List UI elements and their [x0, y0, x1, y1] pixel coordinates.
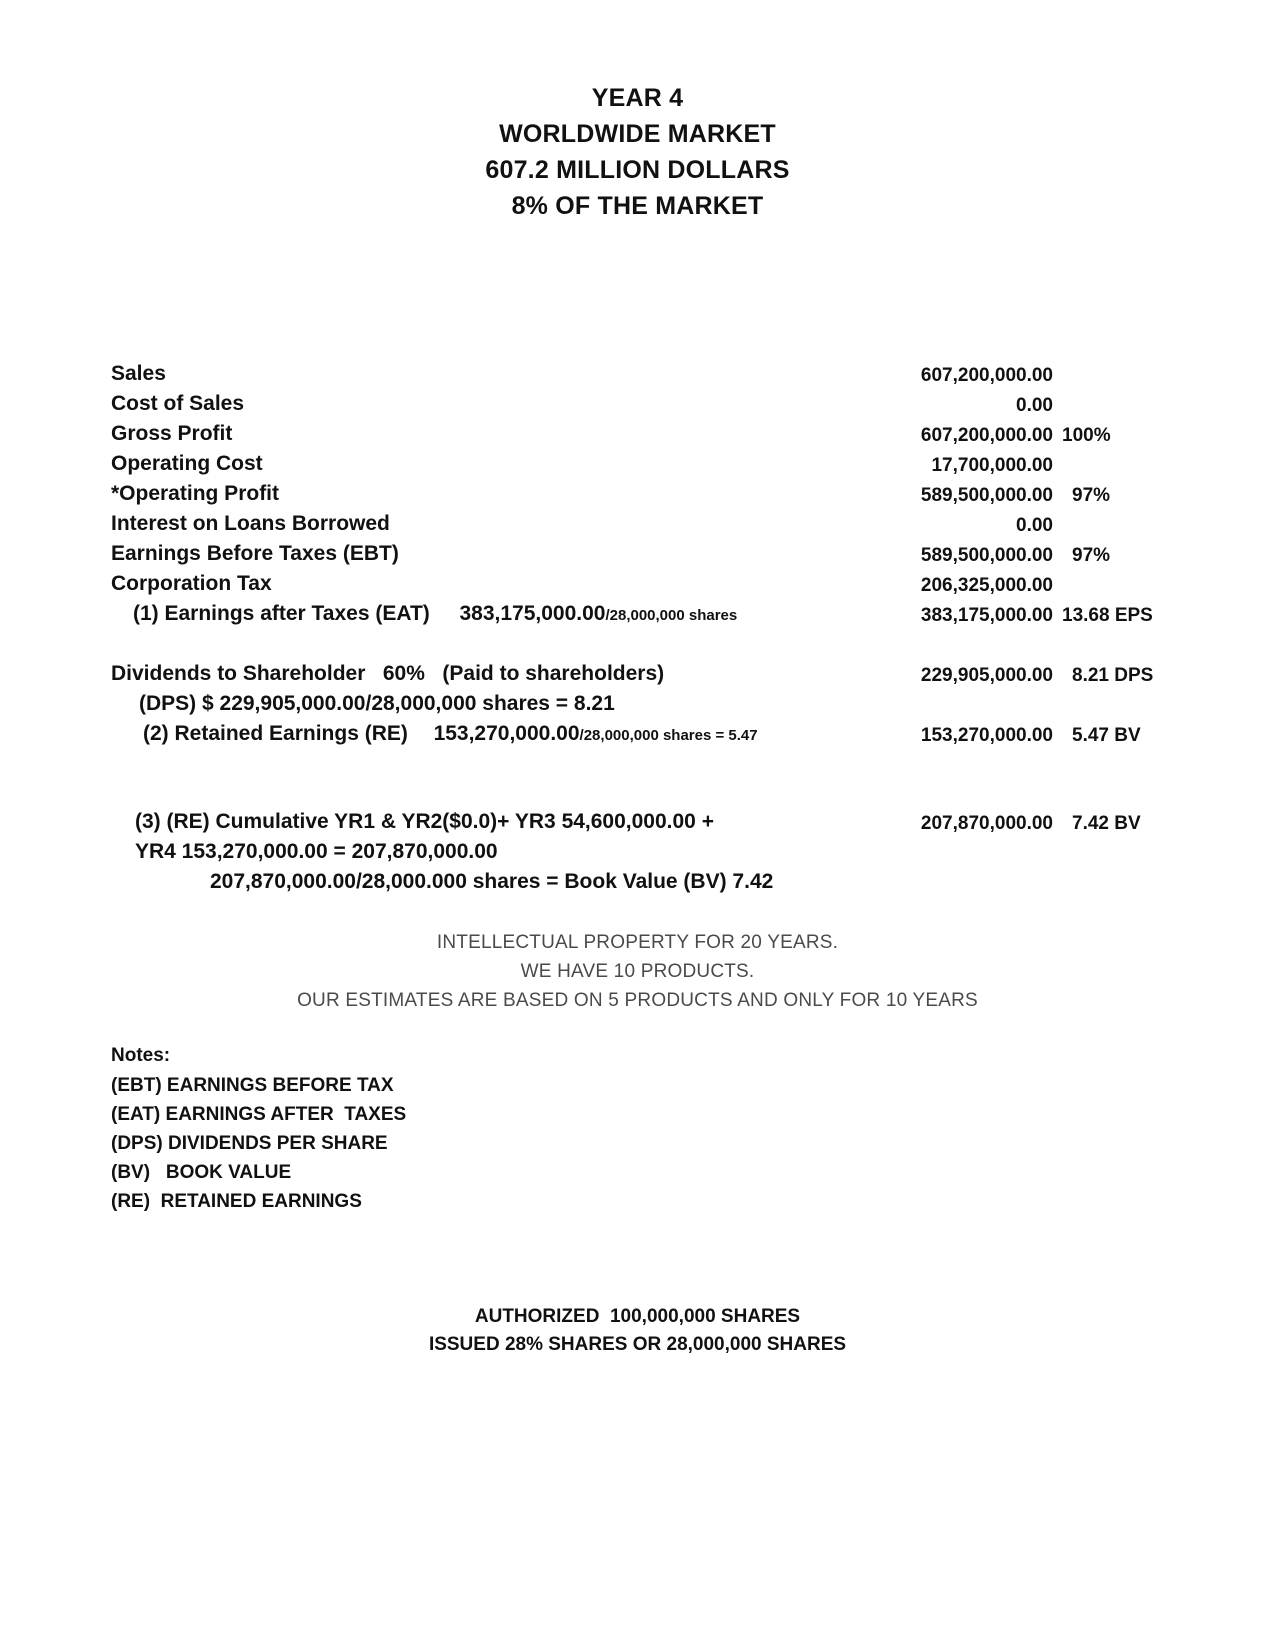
eat-row	[133, 602, 737, 626]
eps-value: 13.68 EPS	[1062, 605, 1153, 626]
retained-row	[143, 722, 758, 746]
corporation-tax-label: Corporation Tax	[111, 572, 272, 595]
title-market-share: 8% OF THE MARKET	[511, 192, 764, 220]
ebt-percent: 97%	[1072, 545, 1111, 566]
ebt-label: Earnings Before Taxes (EBT)	[111, 542, 399, 565]
note-re: (RE) RETAINED EARNINGS	[111, 1191, 362, 1212]
note-ebt: (EBT) EARNINGS BEFORE TAX	[111, 1075, 394, 1096]
operating-cost-label: Operating Cost	[111, 452, 263, 475]
dividends-amount: 229,905,000.00	[920, 665, 1053, 686]
gross-profit-percent: 100%	[1062, 425, 1111, 446]
ip-statement-line-2: WE HAVE 10 PRODUCTS.	[520, 961, 755, 982]
cumulative-line-3: 207,870,000.00/28,000.000 shares = Book Value (BV) 7.42	[210, 870, 774, 893]
cumulative-line-2: YR4 153,270,000.00 = 207,870,000.00	[135, 840, 498, 863]
ip-statement-line-3: OUR ESTIMATES ARE BASED ON 5 PRODUCTS AND ONLY FOR 10 YEARS	[297, 990, 978, 1011]
cumulative-amount: 207,870,000.00	[920, 813, 1053, 834]
ebt-amount: 589,500,000.00	[920, 545, 1053, 566]
eat-amount: 383,175,000.00	[920, 605, 1053, 626]
interest-amount: 0.00	[1016, 515, 1053, 536]
retained-calc-shares: /28,000,000 shares = 5.47	[579, 727, 758, 744]
operating-profit-amount: 589,500,000.00	[920, 485, 1053, 506]
retained-label: (2) Retained Earnings (RE)	[143, 722, 408, 745]
ip-statement-line-1: INTELLECTUAL PROPERTY FOR 20 YEARS.	[436, 932, 839, 953]
eat-calc-shares: /28,000,000 shares	[605, 607, 738, 624]
note-dps: (DPS) DIVIDENDS PER SHARE	[111, 1133, 388, 1154]
title-year: YEAR 4	[591, 84, 684, 112]
gross-profit-amount: 607,200,000.00	[920, 425, 1053, 446]
operating-profit-percent: 97%	[1072, 485, 1111, 506]
cumulative-bv-value: 7.42 BV	[1072, 813, 1141, 834]
title-market: WORLDWIDE MARKET	[499, 120, 776, 148]
gross-profit-label: Gross Profit	[111, 422, 233, 445]
issued-shares: ISSUED 28% SHARES OR 28,000,000 SHARES	[428, 1334, 847, 1355]
dividends-label: Dividends to Shareholder 60% (Paid to shareholders)	[111, 662, 665, 685]
eat-calc-value: 383,175,000.00	[459, 602, 606, 625]
sales-amount: 607,200,000.00	[920, 365, 1053, 386]
dps-value: 8.21 DPS	[1072, 665, 1154, 686]
title-market-size: 607.2 MILLION DOLLARS	[485, 156, 790, 184]
note-eat: (EAT) EARNINGS AFTER TAXES	[111, 1104, 407, 1125]
corporation-tax-amount: 206,325,000.00	[920, 575, 1053, 596]
dps-calculation: (DPS) $ 229,905,000.00/28,000,000 shares = 8.21	[139, 692, 615, 715]
note-bv: (BV) BOOK VALUE	[111, 1162, 292, 1183]
cost-of-sales-label: Cost of Sales	[111, 392, 245, 415]
operating-profit-label: *Operating Profit	[111, 482, 280, 505]
notes-heading: Notes:	[111, 1045, 171, 1066]
cost-of-sales-amount: 0.00	[1016, 395, 1053, 416]
eat-label: (1) Earnings after Taxes (EAT)	[133, 602, 430, 625]
retained-calc-value: 153,270,000.00	[433, 722, 580, 745]
authorized-shares: AUTHORIZED 100,000,000 SHARES	[474, 1306, 801, 1327]
operating-cost-amount: 17,700,000.00	[931, 455, 1053, 476]
sales-label: Sales	[111, 362, 166, 385]
retained-amount: 153,270,000.00	[920, 725, 1053, 746]
interest-label: Interest on Loans Borrowed	[111, 512, 390, 535]
retained-bv-value: 5.47 BV	[1072, 725, 1141, 746]
cumulative-line-1: (3) (RE) Cumulative YR1 & YR2($0.0)+ YR3 54,600,000.00 +	[135, 810, 714, 833]
